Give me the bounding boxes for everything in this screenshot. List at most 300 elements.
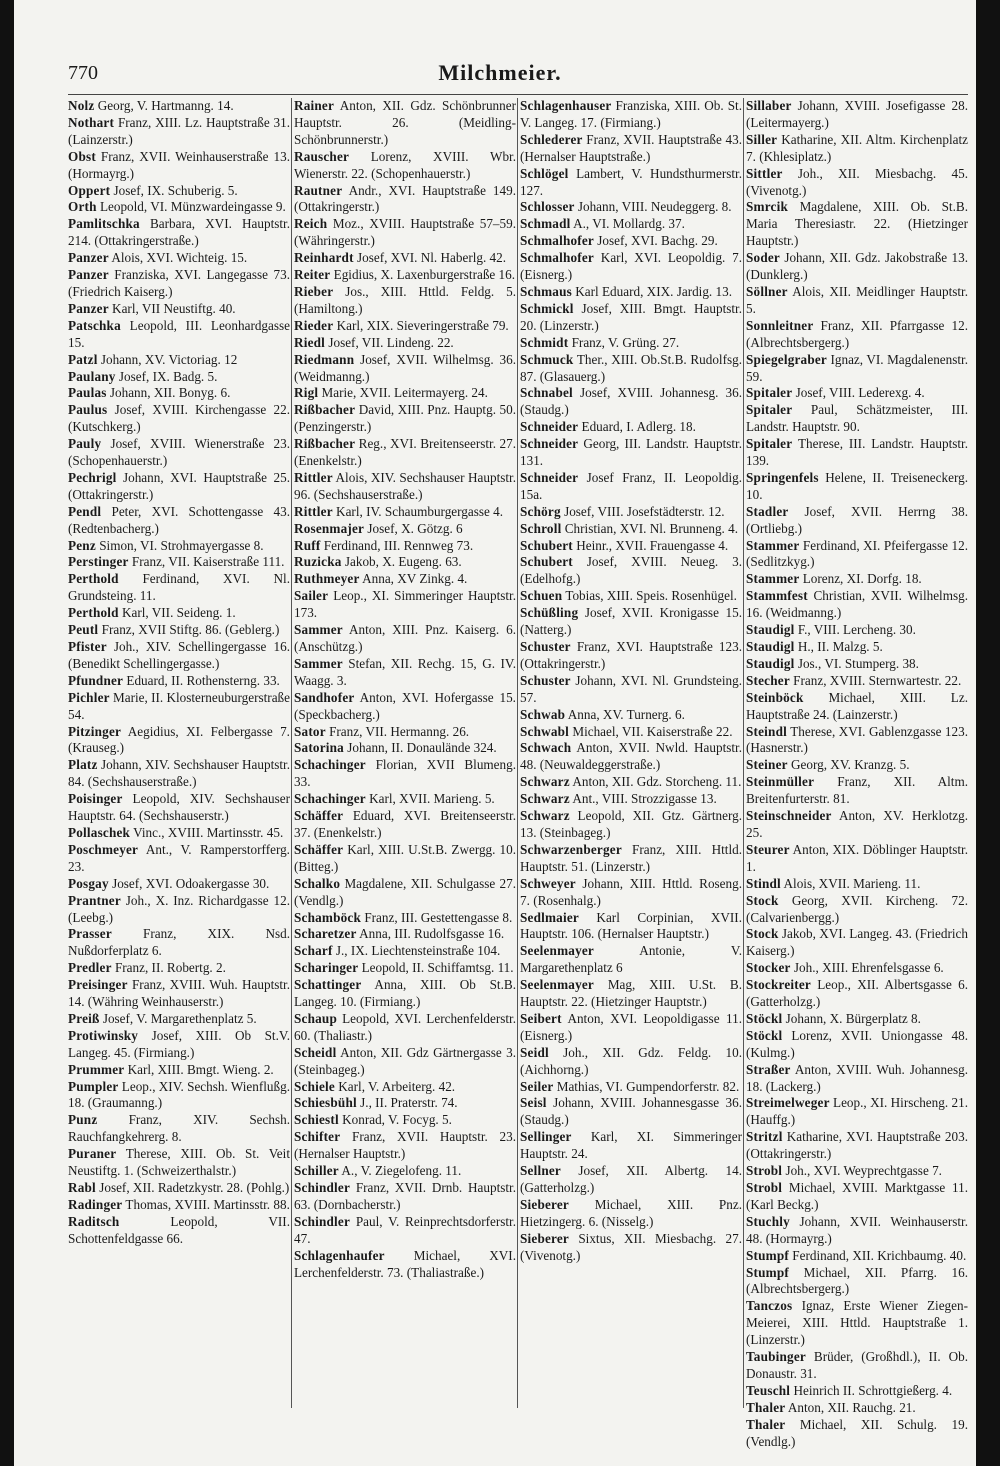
entry-details: Franz, XIII. Httld. Hauptstr. 51. (Linzerstr.) [520, 841, 742, 874]
entry-surname: Schalko [294, 875, 341, 891]
entry-details: Leopold, XII. Gtz. Gärtnerg. 13. (Steinbageg.) [520, 808, 743, 840]
directory-entry [294, 402, 516, 436]
entry-details: Karl, XVI. Leopoldig. 7. (Eisnerg.) [520, 250, 743, 283]
directory-entry [520, 199, 742, 216]
directory-entry [746, 199, 968, 250]
entry-surname: Stammfest [746, 588, 808, 604]
directory-entry [68, 199, 290, 216]
directory-entry [520, 419, 742, 436]
entry-surname: Penz [68, 537, 96, 553]
directory-entry [294, 656, 516, 690]
entry-surname: Schifter [294, 1129, 341, 1145]
directory-entry [294, 571, 516, 588]
entry-surname: Spitaler [746, 402, 793, 418]
entry-details: Eduard, II. Rothensterng. 33. [126, 672, 280, 688]
entry-details: J., IX. Liechtensteinstraße 104. [335, 943, 501, 959]
directory-entry [746, 318, 968, 352]
directory-entry [294, 724, 516, 741]
entry-surname: Schmuck [520, 351, 574, 367]
entry-details: Anton, XIX. Döblinger Hauptstr. 1. [746, 841, 968, 874]
entry-surname: Sailer [294, 588, 329, 604]
entry-surname: Puraner [68, 1146, 117, 1162]
directory-entry [294, 1095, 516, 1112]
entry-surname: Perthold [68, 605, 119, 621]
entry-surname: Rainer [294, 98, 335, 113]
directory-entry [520, 910, 742, 944]
entry-details: Georg, XV. Kranzg. 5. [790, 757, 910, 773]
directory-entry [294, 183, 516, 217]
entry-surname: Schubert [520, 537, 573, 553]
entry-details: Karl, VII Neustiftg. 40. [112, 300, 236, 316]
entry-surname: Steinschneider [746, 808, 832, 824]
entry-details: Franz, XVIII. Wuh. Hauptstr. 14. (Währing Weinhauserstr.) [68, 977, 290, 1010]
entry-surname: Stock [746, 926, 779, 942]
entry-details: Michael, XII. Pfarrg. 16. (Albrechtsbergerg.) [746, 1264, 969, 1297]
entry-details: Lorenz, XVII. Uniongasse 48. (Kulmg.) [746, 1027, 968, 1060]
entry-surname: Springenfels [746, 469, 819, 485]
entry-details: Barbara, XVI. Hauptstr. 214. (Ottakringerstraße.) [68, 216, 291, 249]
directory-entry [68, 504, 290, 538]
directory-entry [294, 470, 516, 504]
entry-surname: Schwab [520, 706, 566, 722]
directory-entry [746, 1129, 968, 1163]
entry-surname: Sieberer [520, 1196, 569, 1212]
directory-entry [294, 808, 516, 842]
directory-entry [68, 1028, 290, 1062]
entry-details: Franz, XVII. Hauptstraße 43. (Hernalser Hauptstraße.) [520, 131, 743, 164]
entry-details: Anton, XII. Gdz. Storcheng. 11. [572, 774, 742, 790]
directory-entry [520, 588, 742, 605]
entry-details: Karl, XIII. Bmgt. Wieng. 2. [127, 1061, 274, 1077]
entry-surname: Schmalhofer [520, 250, 594, 266]
directory-entry [294, 960, 516, 977]
entry-details: Mathias, VI. Gumpendorferstr. 82. [556, 1078, 740, 1094]
entry-surname: Oppert [68, 182, 111, 198]
entry-surname: Schaup [294, 1010, 337, 1026]
column-3 [520, 98, 742, 1428]
directory-entry [294, 588, 516, 622]
entry-surname: Schwarz [520, 808, 570, 824]
directory-entry [520, 470, 742, 504]
entry-surname: Riedl [294, 334, 326, 350]
directory-entry [68, 318, 290, 352]
entry-details: Josef, XVII. Kronigasse 15. (Natterg.) [520, 605, 743, 638]
directory-entry [746, 876, 968, 893]
directory-entry [68, 791, 290, 825]
entry-surname: Stockreiter [746, 977, 811, 993]
directory-entry [294, 385, 516, 402]
directory-entry [520, 977, 742, 1011]
entry-details: Michael, VII. Kaiserstraße 22. [572, 723, 733, 739]
entry-details: Josef, XVII. Wilhelmsg. 36. (Weidmanng.) [294, 351, 516, 384]
header-rule [68, 94, 968, 95]
entry-surname: Paulas [68, 385, 107, 401]
directory-entry [746, 960, 968, 977]
entry-surname: Panzer [68, 250, 109, 266]
entry-details: Peter, XVI. Schottengasse 43. (Redtenbacherg.) [68, 503, 290, 536]
directory-entry [68, 825, 290, 842]
entry-surname: Staudigl [746, 622, 795, 638]
entry-details: Heinr., XVII. Frauengasse 4. [576, 537, 729, 553]
entry-details: Karl, V. Arbeiterg. 42. [338, 1078, 456, 1094]
directory-entry [746, 1349, 968, 1383]
directory-entry [520, 1095, 742, 1129]
entry-details: Franz, XII. Altm. Breitenfurterstr. 81. [746, 774, 969, 807]
entry-details: Johann, XVII. Weinhauserstr. 48. (Hormayrg.) [746, 1213, 968, 1246]
entry-details: Josef, XVII. Herrng 38. (Ortliebg.) [746, 503, 969, 536]
entry-surname: Schuen [520, 588, 563, 604]
directory-entry [520, 166, 742, 200]
entry-surname: Scharf [294, 943, 333, 959]
entry-surname: Reiter [294, 267, 331, 283]
entry-details: Leop., XI. Simmeringer Hauptstr. 173. [294, 588, 517, 621]
directory-entry [294, 1011, 516, 1045]
entry-surname: Schuster [520, 672, 571, 688]
entry-surname: Rigl [294, 385, 319, 401]
entry-details: Johann, XII. Bonyg. 6. [109, 385, 231, 401]
entry-surname: Rittler [294, 469, 333, 485]
entry-surname: Schuster [520, 639, 571, 654]
directory-entry [746, 166, 968, 200]
directory-entry [68, 98, 290, 115]
entry-surname: Stammer [746, 537, 800, 553]
entry-surname: Stammer [746, 571, 800, 587]
entry-details: Franz, XIII. Lz. Hauptstraße 31. (Lainzerstr.) [68, 114, 290, 147]
entry-surname: Schmidt [520, 334, 569, 350]
entry-surname: Stock [746, 892, 779, 908]
entry-surname: Pfister [68, 639, 107, 654]
directory-entry [68, 605, 290, 622]
entry-details: Eduard, XVI. Breitenseerstr. 37. (Enenkelstr.) [294, 808, 516, 840]
directory-entry [520, 216, 742, 233]
entry-surname: Strobl [746, 1180, 783, 1195]
directory-entry [746, 1400, 968, 1417]
directory-entry [520, 554, 742, 588]
entry-details: Katharine, XVI. Hauptstraße 203. (Ottakringerstr.) [746, 1129, 968, 1162]
entry-details: Joh., XII. Gdz. Feldg. 10. (Aichhorng.) [520, 1044, 743, 1077]
entry-surname: Nolz [68, 98, 95, 113]
directory-entry [520, 233, 742, 250]
entry-surname: Preisinger [68, 977, 128, 993]
entry-details: Katharine, XII. Altm. Kirchenplatz 7. (Khlesiplatz.) [746, 131, 969, 164]
column-2 [294, 98, 516, 1428]
entry-details: Moz., XVIII. Hauptstraße 57–59. (Währingerstr.) [294, 216, 516, 249]
entry-details: Josef Franz, II. Leopoldig. 15a. [520, 469, 743, 502]
page-title: Milchmeier. [438, 60, 562, 85]
directory-entry [294, 538, 516, 555]
entry-details: Ant., VIII. Strozzigasse 13. [572, 791, 717, 807]
entry-surname: Rautner [294, 182, 343, 198]
directory-entry [746, 1298, 968, 1349]
entry-details: Alois, XVI. Wichteig. 15. [111, 250, 248, 266]
directory-entry [68, 977, 290, 1011]
entry-details: Franz, VII. Hermanng. 26. [329, 723, 470, 739]
entry-details: Franz, III. Gestettengasse 8. [364, 909, 513, 925]
directory-entry [68, 183, 290, 200]
entry-surname: Rieber [294, 283, 334, 299]
directory-entry [68, 267, 290, 301]
entry-details: Paul, Schätzmeister, III. Landstr. Hauptstr. 90. [746, 402, 969, 435]
entry-details: Johann, XIV. Sechshauser Hauptstr. 84. (Sechshauserstraße.) [68, 757, 290, 790]
entry-surname: Sammer [294, 622, 343, 638]
entry-details: A., VI. Mollardg. 37. [573, 216, 685, 232]
entry-details: Marie, XVII. Leitermayerg. 24. [321, 385, 488, 401]
entry-details: Josef, XVIII. Wienerstraße 23. (Schopenhauerstr.) [68, 436, 290, 469]
directory-entry [68, 960, 290, 977]
entry-surname: Steiner [746, 757, 788, 773]
directory-entry [68, 757, 290, 791]
entry-surname: Pechrigl [68, 469, 117, 485]
entry-details: Aegidius, XI. Felbergasse 7. (Krauseg.) [68, 723, 290, 756]
entry-surname: Schneider [520, 469, 579, 485]
entry-surname: Scharetzer [294, 926, 357, 942]
entry-surname: Pichler [68, 689, 110, 705]
entry-surname: Stumpf [746, 1247, 789, 1263]
entry-details: Karl, VII. Seideng. 1. [121, 605, 236, 621]
directory-entry [294, 1112, 516, 1129]
directory-entry [294, 335, 516, 352]
entry-details: Lorenz, XVIII. Wbr. Wienerstr. 22. (Schopenhauerstr.) [294, 148, 517, 181]
entry-details: Leopold, II. Schiffamtsg. 11. [361, 960, 514, 976]
directory-entry [294, 149, 516, 183]
entry-details: Brüder, (Großhdl.), II. Ob. Donaustr. 31. [746, 1349, 969, 1381]
entry-surname: Stadler [746, 503, 789, 519]
directory-entry [746, 639, 968, 656]
entry-details: Josef, XVI. Bachg. 29. [597, 233, 718, 249]
entry-details: Johann, XIII. Httld. Roseng. 7. (Rosenhalg.) [520, 875, 743, 908]
directory-entry [746, 538, 968, 572]
entry-details: Leop., XII. Albertsgasse 6. (Gatterholzg.) [746, 977, 969, 1010]
entry-surname: Rabl [68, 1180, 96, 1195]
directory-entry [294, 1214, 516, 1248]
directory-entry [294, 554, 516, 571]
entry-details: Leop., XIV. Sechsh. Wienflußg. 18. (Graumanng.) [68, 1078, 291, 1111]
directory-entry [746, 808, 968, 842]
directory-entry [294, 622, 516, 656]
directory-entry [68, 1146, 290, 1180]
entry-surname: Schwarz [520, 791, 570, 807]
entry-surname: Paulany [68, 368, 116, 384]
entry-details: Alois, XII. Meidlinger Hauptstr. 5. [746, 283, 968, 316]
entry-surname: Reinhardt [294, 250, 354, 266]
entry-details: Karl, XVII. Marieng. 5. [369, 791, 495, 807]
entry-details: Franziska, XVI. Langegasse 73. (Friedrich Kaiserg.) [68, 267, 290, 299]
directory-entry [746, 571, 968, 588]
entry-surname: Ruff [294, 537, 321, 553]
entry-surname: Perthold [68, 571, 119, 587]
entry-surname: Teuschl [746, 1382, 791, 1398]
entry-surname: Schamböck [294, 909, 362, 925]
entry-details: Johann, XV. Victoriag. 12 [100, 351, 238, 367]
directory-entry [68, 369, 290, 386]
directory-entry [520, 1011, 742, 1045]
entry-details: Ferdinand, XI. Pfeifergasse 12. (Sedlitzkyg.) [746, 537, 969, 570]
entry-details: Marie, II. Klosterneuburgerstraße 54. [68, 689, 290, 722]
directory-entry [68, 893, 290, 927]
entry-details: Josef, XVI. Nl. Haberlg. 42. [356, 250, 507, 266]
entry-surname: Schiller [294, 1163, 339, 1179]
entry-surname: Obst [68, 148, 96, 164]
entry-surname: Schlagenhauser [520, 98, 612, 113]
directory-entry [68, 1214, 290, 1248]
directory-entry [68, 554, 290, 571]
entry-details: Leopold, VI. Münzwardeingasse 9. [99, 199, 286, 215]
directory-entry [294, 1163, 516, 1180]
entry-surname: Stindl [746, 875, 781, 891]
directory-entry [746, 402, 968, 436]
directory-entry [294, 318, 516, 335]
entry-details: Magdalene, XII. Schulgasse 27. (Vendlg.) [294, 875, 516, 908]
entry-details: Josef, IX. Badg. 5. [118, 368, 218, 384]
entry-details: Josef, XVIII. Neueg. 3. (Edelhofg.) [520, 554, 743, 587]
directory-entry [746, 1011, 968, 1028]
entry-details: Josef, X. Götzg. 6 [367, 520, 463, 536]
directory-entry [520, 724, 742, 741]
entry-surname: Thaler [746, 1416, 786, 1432]
entry-surname: Schlosser [520, 199, 575, 215]
directory-entry [68, 115, 290, 149]
entry-surname: Posgay [68, 875, 109, 891]
directory-entry [294, 791, 516, 808]
directory-entry [746, 622, 968, 639]
entry-details: Jakob, XVI. Langeg. 43. (Friedrich Kaiserg.) [746, 926, 968, 959]
directory-entry [520, 808, 742, 842]
entry-details: Joh., XIII. Ehrenfelsgasse 6. [793, 960, 944, 976]
entry-surname: Schmickl [520, 300, 574, 316]
entry-details: Anton, XVI. Hofergasse 15. (Speckbacherg.) [294, 689, 516, 722]
entry-details: Jos., XIII. Httld. Feldg. 5. (Hamiltong.) [294, 283, 516, 316]
entry-surname: Soder [746, 250, 780, 266]
entry-details: Johann, X. Bürgerplatz 8. [785, 1010, 921, 1026]
entry-surname: Stecher [746, 672, 790, 688]
entry-surname: Punz [68, 1112, 98, 1128]
entry-details: Franz, XVII. Weinhauserstraße 13. (Hormayrg.) [68, 148, 291, 181]
entry-details: Reg., XVI. Breitenseerstr. 27. (Enenkelstr.) [294, 436, 517, 469]
directory-entry [520, 301, 742, 335]
directory-entry [746, 132, 968, 166]
entry-details: Josef, VIII. Lederexg. 4. [795, 385, 925, 401]
entry-surname: Stöckl [746, 1027, 783, 1043]
entry-surname: Pumpler [68, 1078, 119, 1094]
entry-details: Josef, VIII. Josefstädterstr. 12. [564, 503, 725, 519]
entry-details: Anton, XII. Gdz Gärtnergasse 3. (Steinbageg.) [294, 1044, 516, 1077]
directory-entry [68, 1079, 290, 1113]
entry-details: Josef, XIII. Ob St.V. Langeg. 45. (Firmiang.) [68, 1027, 291, 1060]
entry-surname: Pfundner [68, 672, 124, 688]
entry-details: Franz, XVII. Drnb. Hauptstr. 63. (Dornbacherstr.) [294, 1180, 516, 1212]
directory-entry [520, 132, 742, 166]
directory-entry [294, 1180, 516, 1214]
entry-surname: Orth [68, 199, 97, 215]
entry-details: Egidius, X. Laxenburgerstraße 16. [333, 267, 516, 283]
entry-details: Antonie, V. Margarethenplatz 6 [520, 943, 742, 976]
entry-details: Josef, V. Margarethenplatz 5. [102, 1010, 257, 1026]
entry-details: Karl, IV. Schaumburgergasse 4. [336, 503, 504, 519]
entry-details: Thomas, XVIII. Martinsstr. 88. [125, 1196, 290, 1212]
entry-surname: Patschka [68, 317, 121, 333]
directory-entry [520, 876, 742, 910]
directory-entry [68, 250, 290, 267]
entry-details: Michael, XVI. Lerchenfelderstr. 73. (Thaliastraße.) [294, 1247, 516, 1280]
entry-details: Johann, XII. Gdz. Jakobstraße 13. (Dunklerg.) [746, 250, 968, 283]
entry-details: Ferdinand, XVI. Nl. Grundsteing. 11. [68, 571, 290, 604]
entry-surname: Schlögel [520, 165, 569, 181]
entry-surname: Prummer [68, 1061, 125, 1077]
directory-entry [746, 1163, 968, 1180]
entry-details: Alois, XVII. Marieng. 11. [783, 875, 921, 891]
directory-entry [294, 504, 516, 521]
entry-details: Joh., XIV. Schellingergasse 16. (Benedikt Schellingergasse.) [68, 639, 290, 671]
entry-surname: Schmadl [520, 216, 571, 232]
entry-details: Konrad, V. Focyg. 5. [342, 1112, 452, 1128]
entry-surname: Prasser [68, 926, 112, 942]
entry-details: Leopold, XIV. Sechshauser Hauptstr. 64. (Sechshauserstr.) [68, 791, 290, 824]
entry-details: Sixtus, XII. Miesbachg. 27. (Vivenotg.) [520, 1230, 742, 1263]
entry-details: H., II. Malzg. 5. [797, 639, 883, 654]
entry-surname: Strobl [746, 1163, 783, 1179]
entry-surname: Stuchly [746, 1213, 790, 1229]
directory-entry [520, 352, 742, 386]
entry-surname: Schroll [520, 520, 562, 536]
entry-surname: Platz [68, 757, 98, 773]
entry-details: Jakob, X. Eugeng. 63. [344, 554, 462, 570]
entry-surname: Schiesbühl [294, 1095, 357, 1111]
entry-details: Karl, XIII. U.St.B. Zwergg. 10. (Bitteg.) [294, 841, 516, 874]
column-1 [68, 98, 290, 1428]
directory-entry [68, 301, 290, 318]
directory-entry [746, 250, 968, 284]
directory-entry [68, 402, 290, 436]
entry-surname: Preiß [68, 1010, 100, 1026]
entry-surname: Schwarz [520, 774, 570, 790]
entry-details: Christian, XVII. Wilhelmsg. 16. (Weidmanng.) [746, 588, 968, 621]
entry-details: Therese, III. Landstr. Hauptstr. 139. [746, 436, 969, 469]
directory-entry [520, 673, 742, 707]
entry-details: Joh., XVI. Weyprechtgasse 7. [785, 1163, 942, 1179]
entry-surname: Schneider [520, 419, 579, 435]
entry-details: Georg, III. Landstr. Hauptstr. 131. [520, 436, 743, 469]
entry-details: Josef, XVIII. Johannesg. 36. (Staudg.) [520, 385, 743, 418]
entry-surname: Radinger [68, 1196, 123, 1212]
directory-entry [294, 352, 516, 386]
directory-entry [294, 943, 516, 960]
entry-surname: Rißbacher [294, 436, 356, 452]
entry-details: Lambert, V. Hundsthurmerstr. 127. [520, 165, 742, 198]
entry-surname: Seelenmayer [520, 977, 594, 993]
entry-details: Leopold, III. Leonhardgasse 15. [68, 317, 290, 350]
directory-entry [68, 1062, 290, 1079]
entry-details: Franz, XVIII. Sternwartestr. 22. [793, 672, 962, 688]
directory-entry [294, 267, 516, 284]
entry-surname: Stritzl [746, 1129, 783, 1145]
entry-details: Helene, II. Treiseneckerg. 10. [746, 469, 968, 502]
directory-entry [520, 98, 742, 132]
directory-entry [68, 690, 290, 724]
entry-details: Johann, XVIII. Josefigasse 28. (Leitermayerg.) [746, 98, 968, 130]
directory-entry [746, 842, 968, 876]
directory-entry [68, 1197, 290, 1214]
entry-details: Franz, XIV. Sechsh. Rauchfangkehrerg. 8. [68, 1112, 291, 1145]
directory-entry [746, 1265, 968, 1299]
column-4 [746, 98, 969, 1449]
entry-details: Georg, V. Hartmanng. 14. [97, 98, 234, 113]
entry-details: Anna, XV Zinkg. 4. [362, 571, 468, 587]
entry-details: Anna, XIII. Ob St.B. Langeg. 10. (Firmiang.) [294, 977, 516, 1010]
directory-entry [746, 757, 968, 774]
entry-surname: Sedlmaier [520, 909, 579, 925]
entry-details: Josef, XII. Radetzkystr. 28. (Pohlg.) [99, 1180, 290, 1195]
entry-surname: Schlagenhaufer [294, 1247, 385, 1263]
